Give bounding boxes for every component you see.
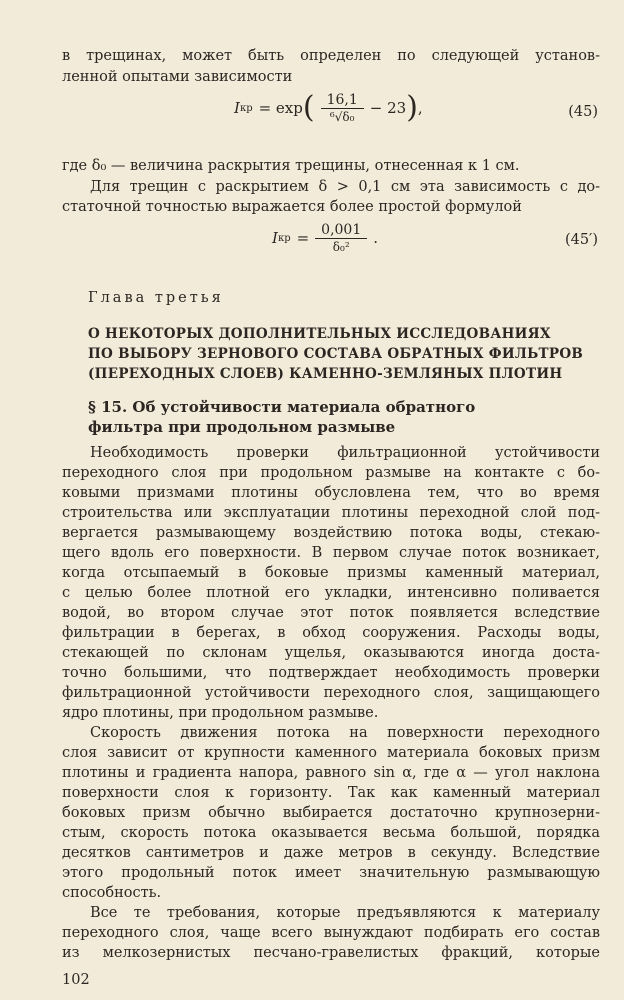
chapter-title-line: О НЕКОТОРЫХ ДОПОЛНИТЕЛЬНЫХ ИССЛЕДОВАНИЯХ <box>88 326 551 342</box>
text-line: точно большими, что подтверждает необходимость проверки <box>62 665 600 681</box>
formula-tail: − 23 <box>369 99 407 117</box>
text-line: стекающей по склонам ущелья, оказываются иногда доста- <box>62 645 600 661</box>
formula-dot: . <box>373 229 379 247</box>
chapter-title-line: (ПЕРЕХОДНЫХ СЛОЕВ) КАМЕННО-ЗЕМЛЯНЫХ ПЛОТИН <box>88 366 563 382</box>
formula-lhs-sub: кр <box>277 232 291 244</box>
text-line-para3-first: Все те требования, которые предъявляются к материалу <box>90 905 600 921</box>
text-line: фильтрационной устойчивости переходного слоя, защищающего <box>62 685 600 701</box>
text-line: статочной точностью выражается более простой формулой <box>62 199 522 215</box>
text-line: строительства или эксплуатации плотины переходной слой под- <box>62 505 600 521</box>
chapter-label: Глава третья <box>88 290 224 306</box>
page-number: 102 <box>62 972 90 988</box>
formula-denominator: ⁶√δ₀ <box>329 110 355 124</box>
text-line: в трещинах, может быть определен по следующей установ- <box>62 48 600 64</box>
formula-equals: = <box>296 229 310 247</box>
text-line: где δ₀ — величина раскрытия трещины, отнесенная к 1 см. <box>62 158 520 174</box>
formula-fraction <box>315 222 367 254</box>
text-line: этого продольный поток имеет значительную размывающую <box>62 865 600 881</box>
equation-number: (45) <box>568 104 598 120</box>
text-line: с целью более плотной его укладки, интенсивно поливается <box>62 585 600 601</box>
formula-45-prime <box>272 222 378 254</box>
text-line: Для трещин с раскрытием δ > 0,1 см эта зависимость с до- <box>90 179 600 195</box>
text-line: когда отсыпаемый в боковые призмы каменный материал, <box>62 565 600 581</box>
formula-denominator: δ₀² <box>332 240 350 254</box>
text-line: десятков сантиметров и даже метров в секунду. Вследствие <box>62 845 600 861</box>
formula-comma: , <box>417 99 423 117</box>
chapter-title-line: ПО ВЫБОРУ ЗЕРНОВОГО СОСТАВА ОБРАТНЫХ ФИЛЬТРОВ <box>88 346 584 362</box>
text-line: водой, во втором случае этот поток появляется вследствие <box>62 605 600 621</box>
text-line: боковых призм обычно выбирается достаточно крупнозерни- <box>62 805 600 821</box>
formula-lhs-sub: кр <box>239 102 253 114</box>
text-line: Необходимость проверки фильтрационной устойчивости <box>90 445 600 461</box>
formula-open-paren: ( <box>302 90 315 125</box>
text-line: плотины и градиента напора, равного sin α, где α — угол наклона <box>62 765 600 781</box>
text-line: способность. <box>62 885 162 901</box>
equation-number: (45′) <box>564 232 598 248</box>
text-line: Скорость движения потока на поверхности переходного <box>90 725 600 741</box>
formula-numerator: 0,001 <box>315 222 367 239</box>
section-title-line: фильтра при продольном размыве <box>88 418 396 436</box>
formula-exp: = exp <box>258 99 303 117</box>
text-line: фильтрации в берегах, в обход сооружения. Расходы воды, <box>62 625 600 641</box>
section-title-line: § 15. Об устойчивости материала обратного <box>88 398 476 416</box>
formula-45 <box>234 92 423 124</box>
formula-fraction <box>321 92 364 124</box>
text-line: из мелкозернистых песчано-гравелистых фракций, которые <box>62 945 600 961</box>
text-line: щего вдоль его поверхности. В первом случае поток возникает, <box>62 545 600 561</box>
text-line: ленной опытами зависимости <box>62 69 293 85</box>
formula-close-paren: ) <box>406 90 418 125</box>
text-line: переходного слоя при продольном размыве на контакте с бо- <box>62 465 600 481</box>
text-line: переходного слоя, чаще всего вынуждают подбирать его состав <box>62 925 600 941</box>
formula-lhs: I <box>234 99 240 117</box>
text-line: ядро плотины, при продольном размыве. <box>62 705 379 721</box>
text-line: слоя зависит от крупности каменного материала боковых призм <box>62 745 600 761</box>
text-line: вергается размывающему воздействию потока воды, стекаю- <box>62 525 600 541</box>
formula-numerator: 16,1 <box>321 92 364 109</box>
formula-lhs: I <box>272 229 278 247</box>
text-line: стым, скорость потока оказывается весьма большой, порядка <box>62 825 600 841</box>
text-line: ковыми призмами плотины обусловлена тем, что во время <box>62 485 600 501</box>
text-line: поверхности слоя к горизонту. Так как каменный материал <box>62 785 600 801</box>
